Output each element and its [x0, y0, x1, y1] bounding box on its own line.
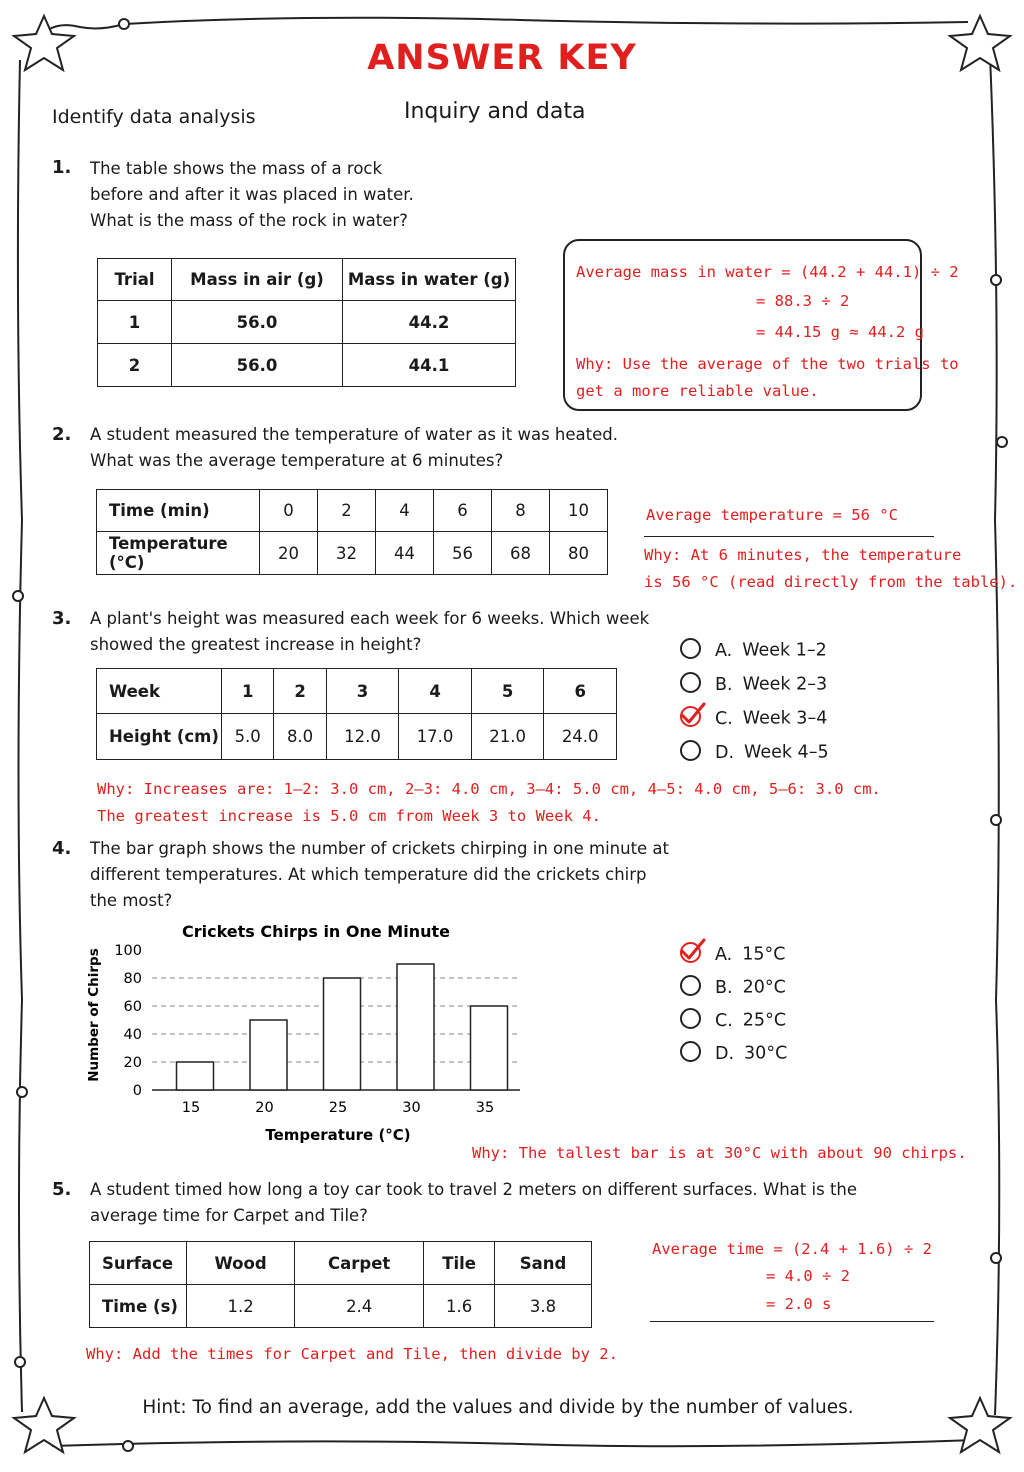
table-cell: 3.8: [495, 1285, 592, 1328]
row-label: Temperature (°C): [97, 532, 260, 575]
radio-circle-icon[interactable]: [680, 975, 701, 996]
row-label: Height (cm): [97, 714, 222, 760]
table-cell: 6: [434, 490, 492, 532]
choice-letter: A.: [715, 640, 733, 661]
radio-circle-icon[interactable]: [680, 672, 701, 693]
checked-radio-icon[interactable]: [680, 942, 701, 963]
table-cell: 2: [274, 669, 326, 714]
table-cell: 2: [318, 490, 376, 532]
question-line: A plant's height was measured each week for 6 weeks. Which week: [90, 609, 650, 628]
table-cell: 2.4: [295, 1285, 424, 1328]
answer-why: The greatest increase is 5.0 cm from Week 3 to Week 4.: [97, 807, 601, 825]
answer-choice[interactable]: [680, 977, 786, 998]
choice-text: Week 4–5: [744, 742, 829, 763]
chart-title: Crickets Chirps in One Minute: [181, 922, 451, 941]
choice-letter: B.: [715, 674, 733, 695]
table-cell: 12.0: [326, 714, 399, 760]
table-cell: 8: [492, 490, 550, 532]
chart-bar: [471, 1006, 508, 1090]
answer-underline: [650, 1321, 934, 1322]
choice-letter: B.: [715, 977, 733, 998]
table-cell: 5: [471, 669, 544, 714]
table-cell: 32: [318, 532, 376, 575]
table-cell: 56.0: [172, 301, 343, 344]
table-header: Wood: [187, 1242, 295, 1285]
table-header: Carpet: [295, 1242, 424, 1285]
radio-circle-icon[interactable]: [680, 1041, 701, 1062]
answer-line: = 4.0 ÷ 2: [766, 1267, 850, 1285]
table-cell: 20: [260, 532, 318, 575]
question-number: 4.: [52, 838, 72, 859]
question-line: showed the greatest increase in height?: [90, 635, 422, 654]
y-tick-label: 0: [132, 1083, 142, 1099]
answer-choice[interactable]: [680, 708, 827, 729]
y-tick-label: 40: [123, 1027, 142, 1043]
question-number: 3.: [52, 608, 72, 629]
table-cell: 56.0: [172, 344, 343, 387]
question-line: average time for Carpet and Tile?: [90, 1206, 368, 1225]
table-cell: 5.0: [222, 714, 274, 760]
answer-why: Why: Add the times for Carpet and Tile, then divide by 2.: [86, 1345, 618, 1363]
answer-line: = 88.3 ÷ 2: [756, 292, 850, 310]
choice-text: Week 3–4: [742, 708, 828, 729]
question-line: different temperatures. At which temperature did the crickets chirp: [90, 865, 647, 884]
choice-text: Week 2–3: [742, 674, 828, 695]
answer-choice[interactable]: [680, 742, 829, 763]
hint-text: Hint: To find an average, add the values and divide by the number of values.: [142, 1397, 854, 1418]
choice-text: 15°C: [742, 944, 786, 965]
question-line: The bar graph shows the number of crickets chirping in one minute at: [90, 839, 670, 858]
table-cell: 1.6: [424, 1285, 495, 1328]
answer-choice[interactable]: [680, 674, 827, 695]
checkmark-icon: [678, 938, 706, 962]
choice-letter: D.: [715, 1043, 735, 1064]
table-cell: 4: [376, 490, 434, 532]
question-text: [90, 422, 618, 474]
answer-why: Why: Use the average of the two trials to: [576, 355, 959, 373]
question-number: 5.: [52, 1179, 72, 1200]
choice-letter: A.: [715, 944, 733, 965]
table-header: Tile: [424, 1242, 495, 1285]
rock-mass-table: [97, 258, 516, 387]
table-cell: 2: [98, 344, 172, 387]
checkmark-icon: [678, 702, 706, 726]
y-tick-label: 80: [123, 971, 142, 987]
table-header: Sand: [495, 1242, 592, 1285]
table-cell: 1.2: [187, 1285, 295, 1328]
chart-bar: [324, 978, 361, 1090]
table-cell: 0: [260, 490, 318, 532]
checked-radio-icon[interactable]: [680, 706, 701, 727]
answer-line: Average mass in water = (44.2 + 44.1) ÷ 2: [576, 263, 959, 281]
answer-choice[interactable]: [680, 944, 785, 965]
table-cell: 56: [434, 532, 492, 575]
question-text: [90, 606, 649, 658]
question-text: [90, 1177, 857, 1229]
toy-car-time-table: [89, 1241, 592, 1328]
answer-line: Average temperature = 56 °C: [646, 506, 898, 524]
chart-bar: [250, 1020, 287, 1090]
radio-circle-icon[interactable]: [680, 740, 701, 761]
answer-choice[interactable]: [680, 1010, 786, 1031]
radio-circle-icon[interactable]: [680, 638, 701, 659]
choice-text: 25°C: [742, 1010, 787, 1031]
table-header: Mass in water (g): [343, 259, 516, 301]
table-header: Surface: [90, 1242, 187, 1285]
question-line: What is the mass of the rock in water?: [90, 211, 408, 230]
answer-why: is 56 °C (read directly from the table).: [644, 573, 1018, 591]
question-line: A student timed how long a toy car took to travel 2 meters on different surfaces. What is the: [90, 1180, 858, 1199]
table-cell: 68: [492, 532, 550, 575]
table-cell: 44: [376, 532, 434, 575]
x-tick-label: 15: [181, 1100, 201, 1116]
table-cell: 4: [399, 669, 472, 714]
question-line: before and after it was placed in water.: [90, 185, 414, 204]
page-title: ANSWER KEY: [367, 38, 637, 78]
answer-line: = 2.0 s: [766, 1295, 832, 1313]
radio-circle-icon[interactable]: [680, 1008, 701, 1029]
x-tick-label: 25: [328, 1100, 348, 1116]
x-tick-label: 20: [255, 1100, 274, 1116]
table-cell: 80: [550, 532, 608, 575]
table-header: Trial: [98, 259, 172, 301]
x-tick-label: 30: [402, 1100, 421, 1116]
choice-text: Week 1–2: [742, 640, 827, 661]
answer-line: = 44.15 g ≈ 44.2 g: [756, 323, 924, 341]
table-cell: 24.0: [544, 714, 617, 760]
x-tick-label: 35: [475, 1100, 495, 1116]
table-cell: 1: [222, 669, 274, 714]
worksheet-topic: Identify data analysis: [52, 106, 256, 128]
choice-text: 20°C: [742, 977, 786, 998]
row-label: Time (s): [90, 1285, 187, 1328]
table-cell: 44.2: [343, 301, 516, 344]
chart-x-axis-label: Temperature (°C): [265, 1126, 411, 1144]
table-header: Mass in air (g): [172, 259, 343, 301]
question-text: [90, 156, 414, 234]
table-cell: 1: [98, 301, 172, 344]
answer-why: get a more reliable value.: [576, 382, 819, 400]
choice-letter: C.: [715, 1010, 733, 1031]
answer-choice[interactable]: [680, 640, 827, 661]
answer-choice[interactable]: [680, 1043, 787, 1064]
y-tick-label: 60: [123, 999, 142, 1015]
question-line: The table shows the mass of a rock: [90, 159, 383, 178]
y-tick-label: 20: [123, 1055, 142, 1071]
choice-letter: D.: [715, 742, 735, 763]
question-number: 1.: [52, 157, 72, 178]
plant-height-table: [96, 668, 617, 760]
answer-underline: [644, 536, 934, 537]
table-cell: 17.0: [399, 714, 472, 760]
answer-why: Why: Increases are: 1–2: 3.0 cm, 2–3: 4.0 cm, 3–4: 5.0 cm, 4–5: 4.0 cm, 5–6: 3.0 cm.: [97, 780, 881, 798]
table-cell: 6: [544, 669, 617, 714]
row-label: Week: [97, 669, 222, 714]
water-temperature-table: [96, 489, 608, 575]
question-text: [90, 836, 669, 914]
y-tick-label: 100: [114, 943, 142, 959]
answer-line: Average time = (2.4 + 1.6) ÷ 2: [652, 1240, 932, 1258]
question-line: A student measured the temperature of water as it was heated.: [90, 425, 618, 444]
question-number: 2.: [52, 424, 72, 445]
choice-letter: C.: [715, 708, 733, 729]
answer-why: Why: The tallest bar is at 30°C with about 90 chirps.: [472, 1144, 967, 1162]
answer-why: Why: At 6 minutes, the temperature: [644, 546, 962, 564]
chart-y-axis-label: Number of Chirps: [86, 948, 102, 1082]
choice-text: 30°C: [744, 1043, 788, 1064]
question-line: the most?: [90, 891, 173, 910]
table-cell: 21.0: [471, 714, 544, 760]
table-cell: 3: [326, 669, 399, 714]
chart-bar: [177, 1062, 214, 1090]
chart-bar: [397, 964, 434, 1090]
table-cell: 8.0: [274, 714, 326, 760]
worksheet-unit: Inquiry and data: [404, 99, 586, 124]
table-cell: 44.1: [343, 344, 516, 387]
question-line: What was the average temperature at 6 minutes?: [90, 451, 504, 470]
table-cell: 10: [550, 490, 608, 532]
row-label: Time (min): [97, 490, 260, 532]
cricket-chirps-bar-chart: [80, 918, 530, 1148]
